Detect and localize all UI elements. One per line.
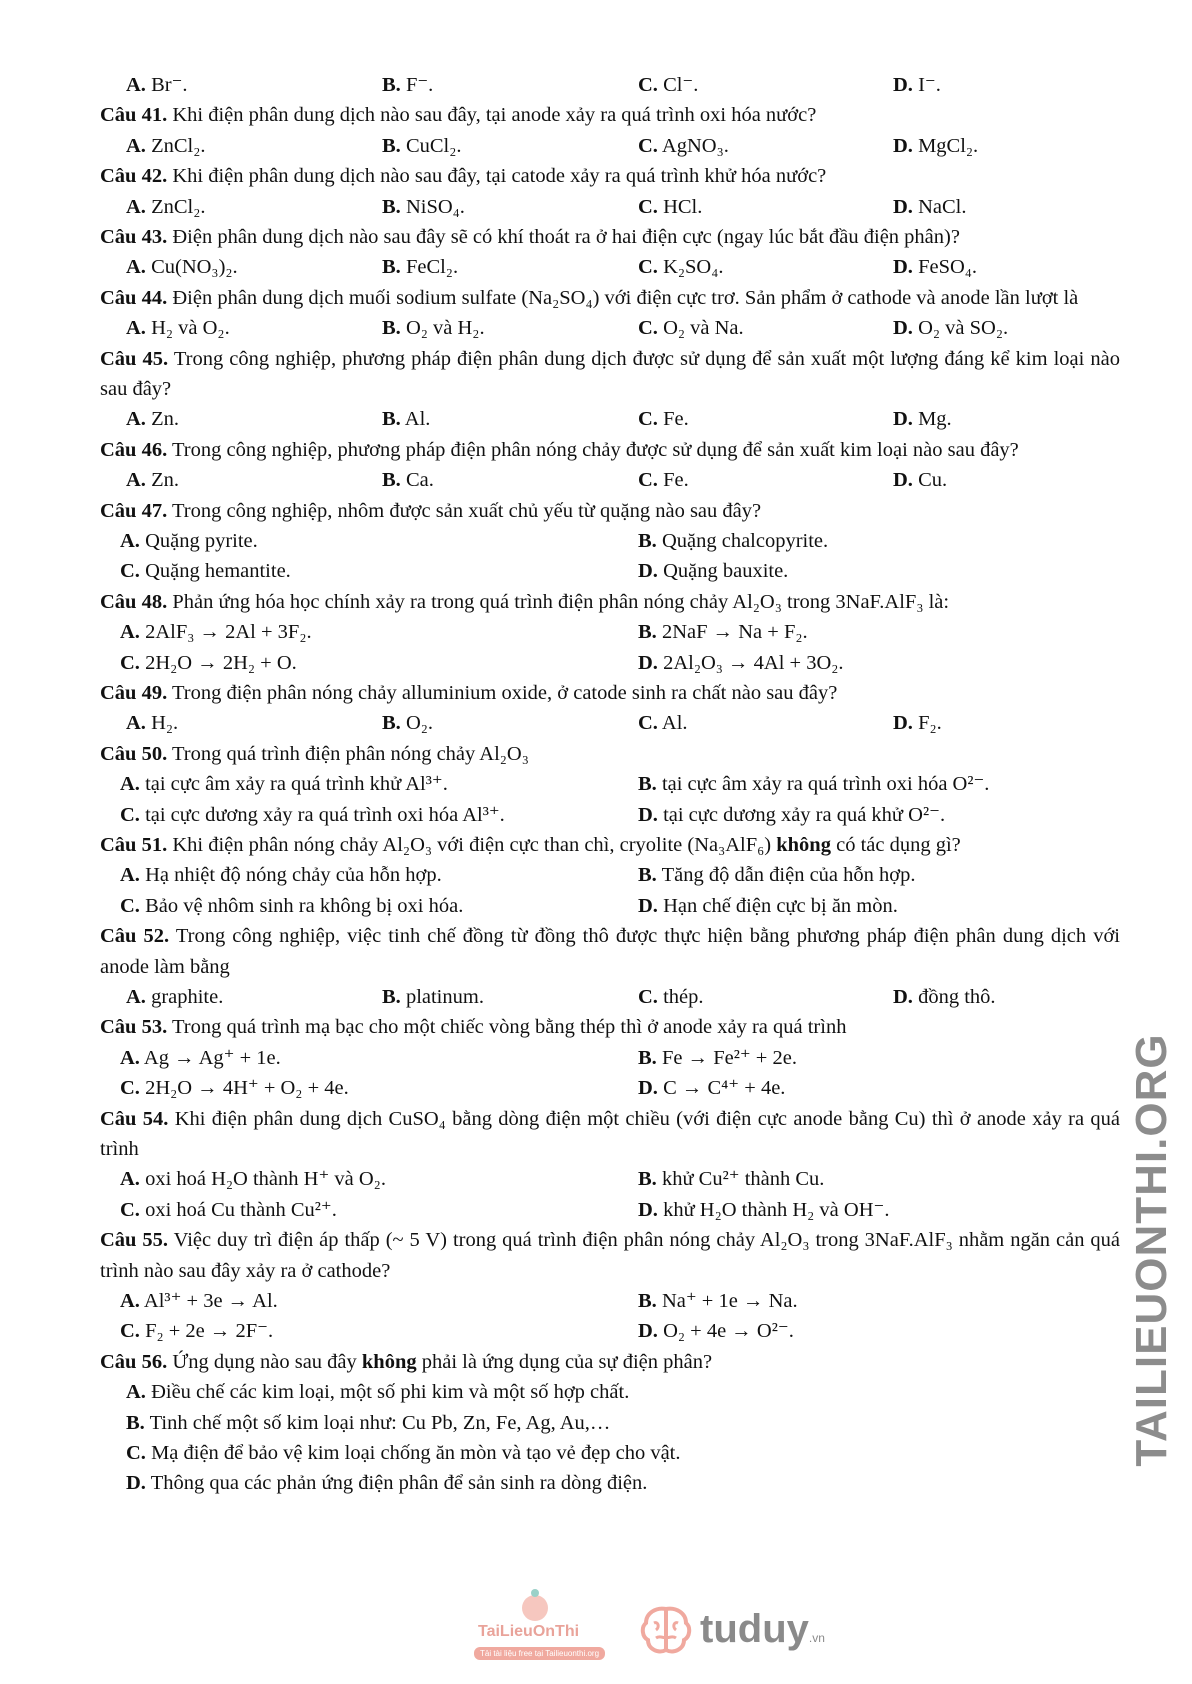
question-text-end: phải là ứng dụng của sự điện phân? (421, 1350, 713, 1373)
question-46 (100, 435, 1120, 465)
option-letter: B. (126, 1411, 145, 1434)
option-c: C. Al. (638, 712, 688, 735)
question-number: Câu 55. (100, 1229, 169, 1252)
option-c: C. O₂ và Na. (638, 317, 744, 340)
option-letter: B. (638, 773, 657, 796)
option-d: D. O₂ và SO₂. (893, 317, 1009, 340)
question-43 (100, 222, 1120, 252)
option-d: D. khử H₂O thành H₂ và OH⁻. (638, 1198, 890, 1221)
options-q51-row1 (100, 860, 1120, 890)
option-a: A. graphite. (126, 985, 224, 1008)
option-d: D. Hạn chế điện cực bị ăn mòn. (638, 894, 898, 917)
option-a: A. H₂ và O₂. (126, 317, 230, 340)
option-c: C. Mạ điện để bảo vệ kim loại chống ăn mòn và tạo vẻ đẹp cho vật. (126, 1441, 681, 1464)
logo-tagline: Tải tài liệu free tại Tailieuonthi.org (474, 1647, 605, 1660)
question-text: Khi điện phân dung dịch nào sau đây, tại catode xảy ra quá trình khử hóa nước? (172, 165, 827, 188)
option-a: A. H₂. (126, 712, 179, 735)
option-d: D. Quặng bauxite. (638, 560, 789, 583)
options-q47-row2 (100, 556, 1120, 586)
option-letter: A. (120, 1289, 140, 1312)
question-number: Câu 42. (100, 165, 168, 188)
option-letter: D. (893, 985, 913, 1008)
question-51 (100, 830, 1120, 860)
options-q42 (100, 192, 1120, 222)
question-55 (100, 1225, 1120, 1286)
option-a: A. ZnCl₂. (126, 195, 206, 218)
option-letter: D. (893, 469, 913, 492)
option-b: B. CuCl₂. (382, 134, 462, 157)
option-b: B. 2NaF → Na + F₂. (638, 621, 808, 644)
question-text: Trong điện phân nóng chảy alluminium oxide, ở catode sinh ra chất nào sau đây? (171, 681, 838, 704)
option-d: D. C → C⁴⁺ + 4e. (638, 1077, 786, 1100)
question-text: Điện phân dung dịch nào sau đây sẽ có khí thoát ra ở hai điện cực (ngay lúc bắt đầu điện phân)? (172, 225, 960, 248)
emphasis-text: không (361, 1350, 417, 1373)
option-d: D. O₂ + 4e → O²⁻. (638, 1320, 794, 1343)
option-c: C. AgNO₃. (638, 134, 729, 157)
option-c: C. thép. (638, 985, 704, 1008)
option-letter: C. (638, 712, 658, 735)
option-letter: C. (120, 651, 140, 674)
question-number: Câu 50. (100, 742, 168, 765)
option-b: B. F⁻. (382, 74, 434, 96)
option-letter: D. (893, 256, 913, 279)
logo-domain-suffix: .vn (808, 1631, 825, 1645)
logo-name (700, 1607, 825, 1652)
option-c: C. 2H₂O → 4H⁺ + O₂ + 4e. (120, 1077, 349, 1100)
option-letter: A. (120, 621, 140, 644)
logo-wordmark: tuduy (700, 1607, 809, 1651)
option-b: B. Al. (382, 408, 431, 431)
options-q53-row2 (100, 1073, 1120, 1103)
options-q46 (100, 465, 1120, 495)
question-47 (100, 496, 1120, 526)
option-a: A. 2AlF₃ → 2Al + 3F₂. (120, 621, 312, 644)
options-q53-row1 (100, 1043, 1120, 1073)
option-letter: A. (120, 529, 140, 552)
options-q43 (100, 252, 1120, 282)
option-letter: A. (126, 985, 146, 1008)
option-letter: A. (126, 256, 146, 279)
option-letter: B. (382, 195, 401, 218)
option-letter: A. (120, 773, 140, 796)
option-d: D. Mg. (893, 408, 952, 431)
option-a: A. Br⁻. (126, 74, 188, 96)
options-q55-row1 (100, 1286, 1120, 1316)
option-letter: D. (893, 74, 913, 96)
option-a: A. Quặng pyrite. (120, 529, 258, 552)
brain-icon (638, 1603, 694, 1659)
option-a: A. tại cực âm xảy ra quá trình khử Al³⁺. (120, 773, 448, 796)
option-c: C. Quặng hemantite. (120, 560, 291, 583)
option-d: D. FeSO₄. (893, 256, 978, 279)
question-52 (100, 921, 1120, 982)
watermark-text: TAILIEUONTHI.ORG (1127, 1033, 1176, 1467)
option-b: B. tại cực âm xảy ra quá trình oxi hóa O²⁻. (638, 773, 990, 796)
option-letter: D. (638, 803, 658, 826)
option-letter: A. (120, 864, 140, 887)
options-q41 (100, 131, 1120, 161)
question-number: Câu 43. (100, 225, 168, 248)
emphasis-text: không (776, 833, 831, 856)
option-letter: C. (638, 317, 658, 340)
option-b: B. Na⁺ + 1e → Na. (638, 1289, 798, 1312)
option-letter: C. (638, 195, 658, 218)
question-text: Việc duy trì điện áp thấp (~ 5 V) trong quá trình điện phân nóng chảy Al₂O₃ trong 3NaF.AlF₃ nhằm ngăn cản quá trình nào sau đây xảy ra ở cathode? (100, 1229, 1120, 1282)
question-number: Câu 52. (100, 925, 170, 948)
options-q48-row2 (100, 648, 1120, 678)
option-a: A. ZnCl₂. (126, 134, 206, 157)
watermark (1122, 1033, 1182, 1467)
option-c: C. Fe. (638, 408, 689, 431)
option-letter: A. (120, 1168, 140, 1191)
options-q48-row1 (100, 617, 1120, 647)
options-q45 (100, 404, 1120, 434)
option-letter: B. (382, 408, 401, 431)
question-text: Khi điện phân dung dịch CuSO₄ bằng dòng điện một chiều (với điện cực anode bằng Cu) thì ở anode xảy ra quá trình (100, 1107, 1120, 1160)
question-number: Câu 53. (100, 1016, 168, 1039)
option-a: A. Ag → Ag⁺ + 1e. (120, 1046, 281, 1069)
option-letter: C. (120, 1077, 140, 1100)
question-41 (100, 100, 1120, 130)
question-45 (100, 344, 1120, 405)
question-number: Câu 49. (100, 681, 168, 704)
option-d: D. F₂. (893, 712, 942, 735)
option-b: B. Quặng chalcopyrite. (638, 529, 829, 552)
option-d: D. Cu. (893, 469, 948, 492)
option-letter: D. (638, 651, 658, 674)
option-b: B. Ca. (382, 469, 434, 492)
option-letter: A. (126, 469, 146, 492)
option-letter: D. (638, 1077, 658, 1100)
question-text: Trong quá trình mạ bạc cho một chiếc vòng bằng thép thì ở anode xảy ra quá trình (171, 1016, 847, 1039)
option-letter: C. (120, 894, 140, 917)
options-q54-row1 (100, 1164, 1120, 1194)
options-q51-row2 (100, 891, 1120, 921)
question-50 (100, 739, 1120, 769)
option-b: B. Tăng độ dẫn điện của hỗn hợp. (638, 864, 916, 887)
options-q40 (100, 70, 1120, 100)
option-letter: D. (893, 134, 913, 157)
option-letter: D. (638, 1198, 658, 1221)
option-letter: D. (893, 317, 913, 340)
question-number: Câu 41. (100, 104, 168, 127)
option-letter: D. (893, 408, 913, 431)
option-letter: A. (126, 134, 146, 157)
question-text: Khi điện phân dung dịch nào sau đây, tại anode xảy ra quá trình oxi hóa nước? (172, 104, 817, 127)
option-b: B. FeCl₂. (382, 256, 459, 279)
option-letter: C. (638, 74, 658, 96)
question-42 (100, 161, 1120, 191)
option-a: A. Al³⁺ + 3e → Al. (120, 1289, 278, 1312)
option-a: A. Zn. (126, 469, 179, 492)
option-a: A. Cu(NO₃)₂. (126, 256, 238, 279)
option-letter: A. (126, 1381, 146, 1404)
question-number: Câu 51. (100, 833, 168, 856)
option-c: C. Cl⁻. (638, 74, 699, 96)
question-56 (100, 1347, 1120, 1377)
option-d: D. Thông qua các phản ứng điện phân để sản sinh ra dòng điện. (126, 1472, 648, 1495)
option-letter: B. (382, 74, 401, 96)
option-letter: A. (126, 74, 146, 96)
question-53 (100, 1012, 1120, 1042)
option-letter: A. (126, 712, 146, 735)
question-text: Điện phân dung dịch muối sodium sulfate (Na₂SO₄) với điện cực trơ. Sản phẩm ở cathode và anode lần lượt là (172, 286, 1079, 309)
option-letter: C. (638, 469, 658, 492)
question-48 (100, 587, 1120, 617)
option-letter: B. (382, 317, 401, 340)
option-letter: B. (382, 256, 401, 279)
option-letter: B. (638, 1289, 657, 1312)
question-number: Câu 56. (100, 1350, 168, 1373)
option-letter: A. (126, 408, 146, 431)
question-number: Câu 48. (100, 590, 168, 613)
option-b: B. Fe → Fe²⁺ + 2e. (638, 1046, 797, 1069)
option-letter: C. (120, 560, 140, 583)
book-icon (522, 1595, 548, 1621)
option-letter: C. (638, 985, 658, 1008)
option-letter: B. (382, 134, 401, 157)
option-letter: A. (120, 1046, 140, 1069)
question-text: Trong công nghiệp, phương pháp điện phân dung dịch được sử dụng để sản xuất một lượng đáng kể kim loại nào sau đây? (100, 347, 1120, 400)
option-d: D. đồng thô. (893, 985, 996, 1008)
option-b: B. O₂. (382, 712, 434, 735)
question-text: Ứng dụng nào sau đây (172, 1350, 357, 1373)
question-text: Trong công nghiệp, nhôm được sản xuất chủ yếu từ quặng nào sau đây? (171, 499, 762, 522)
option-letter: C. (126, 1441, 146, 1464)
option-a: A. Hạ nhiệt độ nóng chảy của hỗn hợp. (120, 864, 442, 887)
option-c: C. K₂SO₄. (638, 256, 724, 279)
option-letter: C. (638, 256, 658, 279)
options-q52 (100, 982, 1120, 1012)
option-letter: B. (638, 1046, 657, 1069)
logo-name: TaiLieuOnThi (478, 1623, 580, 1640)
option-a: A. oxi hoá H₂O thành H⁺ và O₂. (120, 1168, 386, 1191)
question-text: Trong quá trình điện phân nóng chảy Al₂O₃ (171, 742, 529, 765)
question-49 (100, 678, 1120, 708)
question-text: Khi điện phân nóng chảy Al₂O₃ với điện cực than chì, cryolite (Na₃AlF₆) (172, 833, 772, 856)
option-letter: B. (382, 985, 401, 1008)
option-a: A. Điều chế các kim loại, một số phi kim và một số hợp chất. (126, 1381, 630, 1404)
option-letter: B. (382, 469, 401, 492)
option-c: C. 2H₂O → 2H₂ + O. (120, 651, 297, 674)
option-d: D. I⁻. (893, 74, 941, 96)
option-letter: D. (893, 195, 913, 218)
option-d: D. tại cực dương xảy ra quá khử O²⁻. (638, 803, 946, 826)
question-text: Phản ứng hóa học chính xảy ra trong quá trình điện phân nóng chảy Al₂O₃ trong 3NaF.AlF₃ là: (172, 590, 950, 613)
options-q55-row2 (100, 1316, 1120, 1346)
question-number: Câu 47. (100, 499, 168, 522)
option-c: C. HCl. (638, 195, 703, 218)
option-letter: B. (638, 529, 657, 552)
question-text-end: có tác dụng gì? (836, 833, 961, 856)
option-letter: D. (638, 560, 658, 583)
options-q54-row2 (100, 1195, 1120, 1225)
option-letter: D. (126, 1472, 146, 1495)
option-d: D. 2Al₂O₃ → 4Al + 3O₂. (638, 651, 844, 674)
document-body (100, 70, 1120, 1499)
option-letter: B. (382, 712, 401, 735)
question-text: Trong công nghiệp, việc tinh chế đồng từ đồng thô được thực hiện bằng phương pháp điện phân dung dịch với anode làm bằng (100, 925, 1120, 978)
option-letter: C. (120, 1198, 140, 1221)
question-number: Câu 46. (100, 438, 168, 461)
option-letter: D. (638, 894, 658, 917)
option-letter: C. (120, 803, 140, 826)
question-number: Câu 45. (100, 347, 169, 370)
option-c: C. Fe. (638, 469, 689, 492)
option-c: C. oxi hoá Cu thành Cu²⁺. (120, 1198, 337, 1221)
option-b: B. khử Cu²⁺ thành Cu. (638, 1168, 825, 1191)
question-number: Câu 44. (100, 286, 168, 309)
option-letter: A. (126, 195, 146, 218)
options-q50-row2 (100, 800, 1120, 830)
option-d: D. NaCl. (893, 195, 967, 218)
tailieuonthi-logo[interactable] (470, 1595, 610, 1665)
options-q50-row1 (100, 769, 1120, 799)
question-text: Trong công nghiệp, phương pháp điện phân nóng chảy được sử dụng để sản xuất kim loại nào sau đây? (171, 438, 1019, 461)
option-b: B. NiSO₄. (382, 195, 465, 218)
option-letter: A. (126, 317, 146, 340)
option-b: B. platinum. (382, 985, 484, 1008)
option-letter: C. (638, 134, 658, 157)
option-letter: B. (638, 864, 657, 887)
option-b: B. Tinh chế một số kim loại như: Cu Pb, Zn, Fe, Ag, Au,… (126, 1411, 611, 1434)
options-q47-row1 (100, 526, 1120, 556)
option-c: C. tại cực dương xảy ra quá trình oxi hóa Al³⁺. (120, 803, 505, 826)
option-b: B. O₂ và H₂. (382, 317, 485, 340)
option-c: C. F₂ + 2e → 2F⁻. (120, 1320, 274, 1343)
footer-logos (470, 1595, 870, 1675)
tuduy-logo[interactable] (638, 1597, 838, 1667)
option-letter: B. (638, 1168, 657, 1191)
options-q44 (100, 313, 1120, 343)
question-54 (100, 1104, 1120, 1165)
option-letter: D. (638, 1320, 658, 1343)
question-44 (100, 283, 1120, 313)
option-letter: B. (638, 621, 657, 644)
option-letter: C. (638, 408, 658, 431)
option-a: A. Zn. (126, 408, 179, 431)
option-d: D. MgCl₂. (893, 134, 979, 157)
option-letter: D. (893, 712, 913, 735)
option-c: C. Bảo vệ nhôm sinh ra không bị oxi hóa. (120, 894, 464, 917)
question-number: Câu 54. (100, 1107, 169, 1130)
option-letter: C. (120, 1320, 140, 1343)
options-q49 (100, 708, 1120, 738)
